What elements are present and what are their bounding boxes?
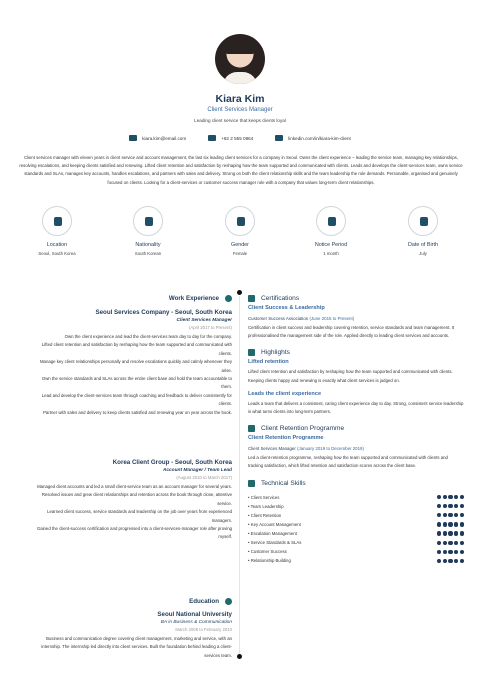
education-dates: March 2006 to February 2010 (175, 627, 232, 632)
info-value: South Korean (134, 251, 162, 256)
contact-linkedin-text: linkedin.com/in/kiara-kim-client (288, 135, 351, 141)
skill-level-dot (443, 513, 447, 517)
profile-photo (215, 34, 265, 84)
job-entry (32, 459, 232, 542)
flag-icon (133, 206, 163, 236)
skill-row (248, 511, 464, 520)
skill-name: • Client Services (248, 495, 279, 500)
cert-issuer: Customer Success Association (248, 316, 309, 321)
skill-level-dot (448, 531, 452, 535)
skill-row (248, 493, 464, 502)
highlight-text: Lifted client retention and satisfaction by reshaping how the team supported and communicated with clients. Keeping clients happy and renewing is exactly what client services is judged on. (248, 369, 453, 383)
section-title: Highlights (261, 349, 290, 357)
job-bullet: Partner with sales and delivery to keep clients satisfied and renewing year on year across the book. (43, 409, 232, 415)
certifications-heading (248, 295, 464, 302)
skill-level-dot (460, 550, 464, 554)
programme-issuer-line (248, 446, 464, 451)
job-org: Korea Client Group - Seoul, South Korea (112, 459, 232, 466)
job-bullet: Gained the client-success certification and progressed into a client-services-manager role after proving myself. (36, 526, 232, 540)
skill-level-dot (443, 522, 447, 526)
skill-level-dot (460, 559, 464, 563)
skill-level-dot (437, 550, 441, 554)
job-bullet: Managed client accounts and led a small client-service team as an account manager for several years. (37, 484, 232, 489)
skill-row (248, 547, 464, 556)
work-experience-heading (169, 295, 232, 302)
candidate-name: Kiara Kim (215, 93, 265, 105)
flag-icon (248, 425, 255, 432)
education-text: Business and communication degree covering client management, marketing and service, with an internship. The internship led directly into client services. Built the foundation behind leading a client-services team. (41, 636, 232, 658)
skill-level-dots (437, 513, 464, 517)
skill-level-dot (460, 531, 464, 535)
skill-level-dot (448, 522, 452, 526)
skill-level-dots (437, 559, 464, 563)
timeline-dot-top (237, 290, 242, 295)
highlight-text: Leads a team that delivers a consistent, caring client experience day to day. Strong, consistent service leadership is what turns clients into long-term partners. (248, 400, 464, 415)
skill-row (248, 538, 464, 547)
job-role: Account Manager / Team Lead (162, 468, 232, 473)
job-bullet: Learned client success, service standards and leadership on the job over years from experienced managers. (47, 509, 232, 523)
cert-title: Client Success & Leadership (248, 305, 325, 311)
avatar-hair (225, 40, 255, 54)
contact-email-text: kiara.kim@email.com (142, 135, 187, 141)
timeline-line (239, 296, 240, 656)
section-title: Technical Skills (261, 479, 306, 487)
skill-level-dot (443, 550, 447, 554)
certifications-section (248, 295, 464, 565)
job-bullet: Lifted client retention and satisfaction by reshaping how the team supported and communicated with clients. (41, 342, 232, 356)
skill-level-dots (437, 550, 464, 554)
skill-level-dot (454, 495, 458, 499)
job-bullet: Resolved issues and grew client relationships and retention across the book through close, attentive service. (41, 492, 232, 506)
skill-level-dot (448, 541, 452, 545)
skill-level-dot (454, 513, 458, 517)
job-bullet: Own the client experience and lead the client-services team day to day for the company. (64, 334, 232, 339)
person-icon (225, 206, 255, 236)
skill-level-dot (448, 513, 452, 517)
skills-list (248, 493, 464, 566)
info-gender (200, 206, 280, 256)
contact-linkedin[interactable] (275, 135, 351, 141)
linkedin-icon (275, 135, 283, 141)
skill-name: • Customer Success (248, 549, 287, 554)
section-title: Client Retention Programme (261, 425, 345, 433)
info-date-of-birth (383, 206, 463, 256)
info-value: 1 month (323, 251, 339, 256)
skill-name: • Relationship Building (248, 558, 291, 563)
timeline-dot-bottom (237, 654, 242, 659)
skill-level-dot (460, 495, 464, 499)
info-label: Gender (231, 242, 249, 248)
skill-level-dot (437, 513, 441, 517)
graduation-cap-icon (225, 598, 232, 605)
degree: BA in Business & Communication (160, 620, 232, 625)
highlights-heading (248, 349, 464, 356)
skill-row (248, 520, 464, 529)
skill-level-dot (448, 559, 452, 563)
skill-name: • Team Leadership (248, 504, 284, 509)
education-heading (189, 598, 232, 605)
hourglass-icon (316, 206, 346, 236)
school-name: Seoul National University (157, 611, 232, 618)
programme-dates: (January 2019 to December 2019) (297, 446, 364, 452)
skill-level-dot (437, 495, 441, 499)
job-entry (32, 309, 232, 417)
skill-level-dot (460, 522, 464, 526)
programme-text: Led a client-retention programme, reshaping how the team supported and communicated with clients and tracking satisfaction, which lifted retention and satisfaction scores across the client base. (248, 455, 448, 469)
skill-level-dot (437, 522, 441, 526)
highlight-title: Leads the client experience (248, 390, 322, 397)
skill-level-dot (454, 541, 458, 545)
skills-heading (248, 480, 464, 487)
email-icon (129, 135, 137, 141)
skill-level-dot (443, 559, 447, 563)
skill-name: • Client Retention (248, 513, 281, 518)
section-title: Education (189, 598, 219, 605)
skill-row (248, 556, 464, 565)
info-notice-period (291, 206, 371, 256)
contact-bar (0, 135, 480, 141)
contact-phone-text: +82 2 555 0864 (221, 135, 254, 141)
job-dates: (August 2010 to March 2017) (176, 475, 232, 480)
skill-level-dot (437, 541, 441, 545)
skill-name: • Key Account Management (248, 522, 301, 527)
skill-level-dot (448, 550, 452, 554)
skill-level-dots (437, 531, 464, 535)
section-title: Work Experience (168, 295, 219, 302)
programme-title: Client Retention Programme (248, 435, 324, 442)
location-pin-icon (42, 206, 72, 236)
skill-level-dot (454, 531, 458, 535)
skill-level-dot (443, 504, 447, 508)
gear-icon (248, 295, 255, 302)
skill-level-dot (460, 513, 464, 517)
info-value: Seoul, South Korea (38, 251, 76, 256)
job-bullets (32, 483, 232, 542)
programme-issuer: Client Services Manager (248, 446, 296, 452)
cake-icon (408, 206, 438, 236)
skill-level-dot (443, 541, 447, 545)
skill-level-dot (454, 550, 458, 554)
skill-level-dot (454, 504, 458, 508)
sparkle-icon (248, 349, 255, 356)
skill-level-dot (454, 522, 458, 526)
education-entry (32, 611, 232, 660)
info-nationality (108, 206, 188, 256)
cert-text: Certification in client success and leadership covering retention, service standards and team management. It professionalised the management side of the role. Applied directly to leading client services and accounts. (248, 325, 455, 339)
info-label: Nationality (135, 242, 161, 248)
contact-email[interactable] (129, 135, 186, 141)
job-dates: (April 2017 to Present) (189, 325, 232, 330)
phone-icon (208, 135, 216, 141)
section-title: Certifications (261, 295, 300, 302)
skill-level-dot (437, 531, 441, 535)
profile-summary: Client services manager with eleven years in client service and account management, the last six leading client services for a company in Seoul. Owns the client experience – leading the service team, managing key relationships, resolving escalations, and keeping clients satisfied and renewing. Lifted client retention and satisfaction by reshaping how the team supported and communicated with clients. Leads and develops the client-services team, owns service standards and SLAs, manages key accounts, handles escalations, and partners with sales and delivery. Strong on both the client relationship skills and the team leadership the role demands. Personable, organised and genuinely focused on clients. Looking for a client-services or customer success manager role with a company that values long-term client relationships. (19, 155, 463, 185)
skill-level-dot (460, 541, 464, 545)
skill-level-dot (437, 504, 441, 508)
skill-level-dot (448, 504, 452, 508)
info-label: Date of Birth (408, 242, 438, 248)
avatar-shirt (223, 72, 257, 84)
job-bullet: Own the service standards and SLAs across the entire client base and hold the team accountable to them. (41, 376, 232, 390)
check-circle-icon (225, 295, 232, 302)
job-org: Seoul Services Company - Seoul, South Korea (95, 309, 232, 316)
skill-level-dot (448, 495, 452, 499)
job-title: Client Services Manager (207, 107, 273, 113)
gear-icon (248, 480, 255, 487)
skill-level-dot (460, 504, 464, 508)
contact-phone[interactable] (208, 135, 253, 141)
job-bullet: Lead and develop the client-services team through coaching and feedback to deliver consistently for clients. (41, 392, 232, 407)
skill-level-dot (437, 559, 441, 563)
skill-row (248, 502, 464, 511)
job-role: Client Services Manager (176, 318, 232, 323)
skill-level-dot (443, 531, 447, 535)
skill-name: • Escalation Management (248, 531, 297, 536)
info-label: Notice Period (314, 242, 348, 248)
info-value: Female (232, 251, 248, 256)
cert-issuer-line (248, 316, 464, 321)
highlight-title: Lifted retention (248, 359, 289, 366)
job-bullets (32, 333, 232, 417)
skill-level-dot (454, 559, 458, 563)
skill-level-dots (437, 495, 464, 499)
skill-name: • Service Standards & SLAs (248, 540, 301, 545)
info-label: Location (46, 242, 68, 248)
info-location (17, 206, 97, 256)
skill-level-dots (437, 541, 464, 545)
skill-row (248, 529, 464, 538)
job-bullet: Manage key client relationships personally and resolve escalations quickly and calmly whenever they arise. (39, 359, 232, 373)
skill-level-dots (437, 504, 464, 508)
skill-level-dots (437, 522, 464, 526)
cert-dates: (June 2015 to Present) (309, 316, 355, 321)
programme-heading (248, 425, 464, 432)
skill-level-dot (443, 495, 447, 499)
info-value: July (419, 251, 427, 256)
tagline: Leading client service that keeps clients loyal (194, 118, 286, 123)
